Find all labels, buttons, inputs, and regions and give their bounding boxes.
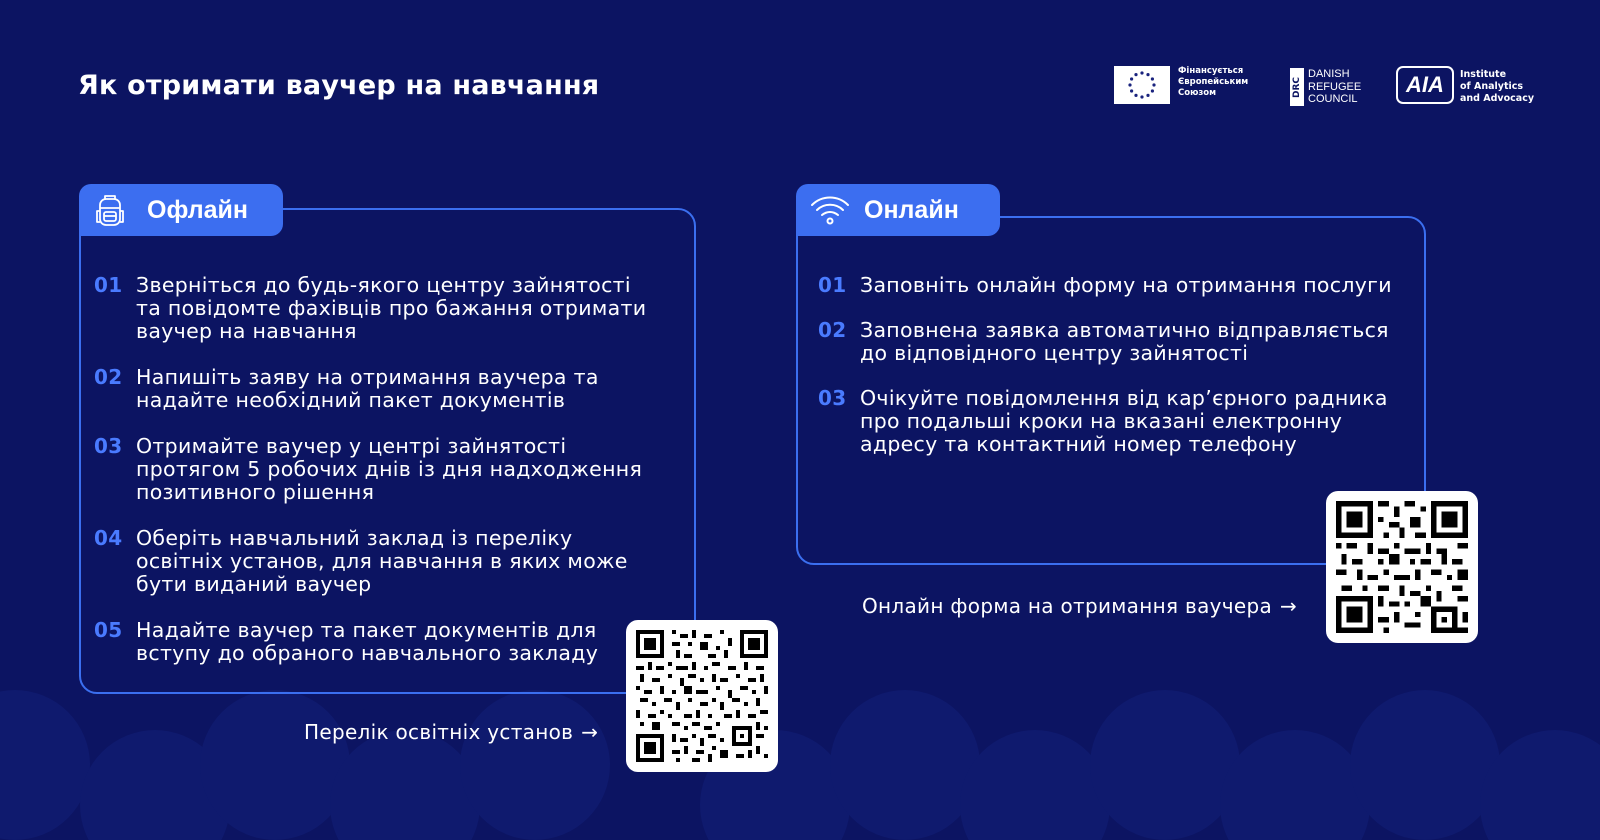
drc-logo (1290, 68, 1374, 108)
drc-text: DANISH REFUGEE COUNCIL (1308, 68, 1362, 105)
offline-steps-list (94, 274, 654, 688)
step-number: 03 (94, 434, 123, 458)
qr-code-icon (1336, 501, 1468, 633)
iaa-mark: AIA (1396, 66, 1454, 104)
online-steps-list (818, 274, 1398, 478)
iaa-logo (1396, 66, 1556, 108)
backpack-icon (93, 193, 127, 227)
step-text: Надайте ваучер та пакет документів для вступу до обраного навчального закладу (136, 618, 599, 665)
background-pattern (0, 690, 1600, 840)
step-text: Зверніться до будь-якого центру зайнятості та повідомте фахівців про бажання отримати ваучер на навчання (136, 273, 647, 343)
step-text: Заповнена заявка автоматично відправляється до відповідного центру зайнятості (860, 318, 1389, 365)
qr-code-online[interactable] (1326, 491, 1478, 643)
list-item (94, 527, 654, 596)
step-number: 01 (818, 273, 847, 297)
eu-funding-text: Фінансується Європейським Союзом (1178, 66, 1249, 98)
iaa-text: Institute of Analytics and Advocacy (1460, 69, 1535, 104)
step-text: Заповніть онлайн форму на отримання послуги (860, 273, 1392, 297)
wifi-icon (810, 193, 844, 227)
list-item (818, 319, 1398, 365)
list-item (94, 274, 654, 343)
online-tab (796, 184, 1000, 236)
step-number: 02 (94, 365, 123, 389)
offline-tab-label: Офлайн (147, 196, 248, 224)
list-item (94, 619, 654, 665)
list-item (818, 387, 1398, 456)
step-text: Отримайте ваучер у центрі зайнятості протягом 5 робочих днів із дня надходження позитивного рішення (136, 434, 643, 504)
link-label: Перелік освітніх установ (304, 720, 574, 744)
step-number: 05 (94, 618, 123, 642)
arrow-right-icon: → (581, 720, 599, 744)
offline-tab (79, 184, 283, 236)
page-title: Як отримати ваучер на навчання (78, 70, 600, 101)
list-item (818, 274, 1398, 297)
step-text: Очікуйте повідомлення від кар’єрного радника про подальші кроки на вказані електронну адресу та контактний номер телефону (860, 386, 1388, 456)
list-item (94, 435, 654, 504)
step-number: 03 (818, 386, 847, 410)
qr-code-icon (636, 630, 768, 762)
online-tab-label: Онлайн (864, 196, 959, 224)
step-number: 01 (94, 273, 123, 297)
arrow-right-icon: → (1280, 594, 1298, 618)
education-institutions-link[interactable] (304, 720, 598, 744)
step-text: Напишіть заяву на отримання ваучера та надайте необхідний пакет документів (136, 365, 599, 412)
drc-mark: DRC (1290, 68, 1304, 106)
step-number: 04 (94, 526, 123, 550)
eu-flag-icon (1114, 66, 1170, 104)
list-item (94, 366, 654, 412)
online-form-link[interactable] (862, 594, 1297, 618)
step-text: Оберіть навчальний заклад із переліку освітніх установ, для навчання в яких може бути виданий ваучер (136, 526, 628, 596)
qr-code-offline[interactable] (626, 620, 778, 772)
link-label: Онлайн форма на отримання ваучера (862, 594, 1273, 618)
step-number: 02 (818, 318, 847, 342)
